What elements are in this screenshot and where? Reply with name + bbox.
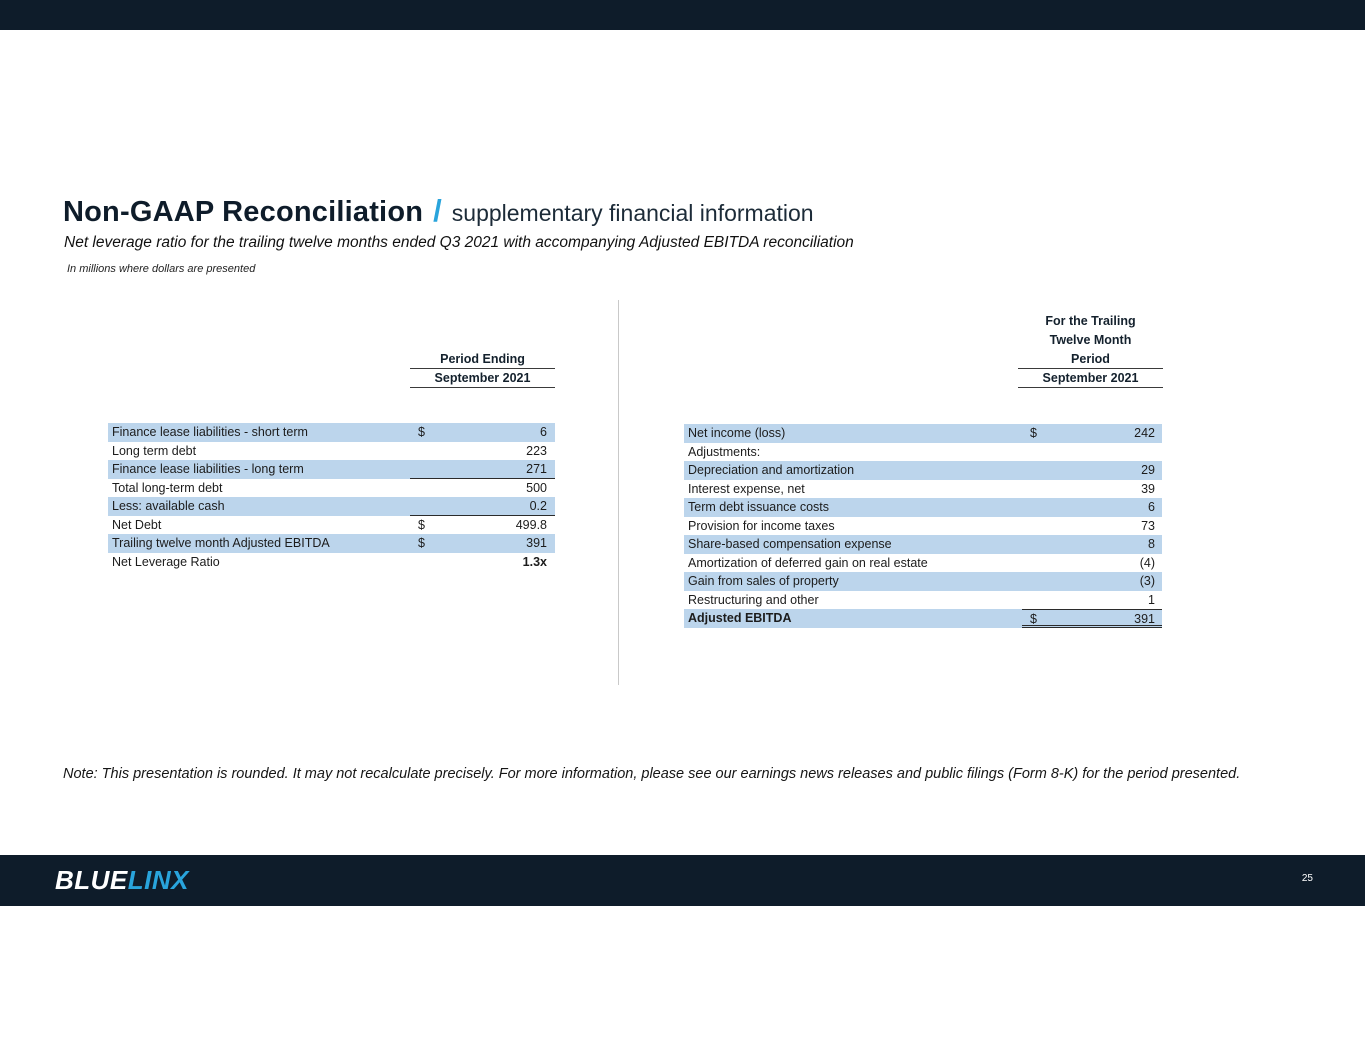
table-row [684,461,1162,480]
table-header-line: Period [1018,350,1163,369]
units-note: In millions where dollars are presented [67,263,256,275]
currency-symbol [1022,572,1030,591]
table-row [108,423,555,442]
row-value: 242 [1134,426,1155,440]
currency-symbol [1022,461,1030,480]
currency-symbol [1022,535,1030,554]
logo-text-linx: LINX [127,865,190,895]
row-amount [410,423,555,442]
table-row [108,479,555,498]
row-value: 29 [1141,463,1155,477]
currency-symbol [410,497,418,515]
currency-symbol: $ [418,517,425,532]
table-row [684,443,1162,462]
row-value: 271 [526,462,547,476]
right-table-header [1018,312,1163,388]
slide-description: Net leverage ratio for the trailing twelve months ended Q3 2021 with accompanying Adjusted EBITDA reconciliation [64,234,854,251]
row-label: Provision for income taxes [688,518,835,533]
row-value: 6 [1148,500,1155,514]
table-header-line: Twelve Month [1049,333,1132,347]
currency-symbol: $ [418,425,425,439]
currency-symbol [410,479,418,498]
table-row [684,480,1162,499]
currency-symbol [1022,498,1030,517]
bluelinx-logo [55,865,189,896]
table-header-line: For the Trailing [1045,314,1136,328]
row-value: 391 [526,536,547,550]
row-label: Total long-term debt [112,480,223,495]
row-amount [410,460,555,479]
table-row [684,572,1162,591]
row-value: 0.2 [529,499,547,513]
table-row [108,553,555,572]
row-label: Adjusted EBITDA [688,611,792,625]
row-label: Term debt issuance costs [688,500,830,514]
currency-symbol [1022,517,1030,536]
row-label: Trailing twelve month Adjusted EBITDA [112,536,330,550]
page-subtitle: supplementary financial information [451,200,814,226]
row-label: Restructuring and other [688,592,819,607]
title-row [63,193,814,229]
left-table-header [410,350,555,388]
vertical-divider [618,300,619,685]
row-label: Interest expense, net [688,481,805,496]
row-value: 39 [1141,481,1155,496]
footer-bar [0,855,1365,906]
row-label: Amortization of deferred gain on real estate [688,555,928,570]
row-label: Net Debt [112,517,162,532]
table-row [108,497,555,516]
row-value: (3) [1139,574,1155,588]
currency-symbol [1022,591,1030,610]
row-amount [410,516,555,535]
row-value: 391 [1134,612,1155,626]
page-title: Non-GAAP Reconciliation [63,196,424,228]
table-header-period: September 2021 [1018,369,1163,388]
table-row [684,424,1162,443]
table-row [684,554,1162,573]
row-amount [410,534,555,553]
table-row [684,498,1162,517]
row-amount [1022,554,1162,573]
currency-symbol [1022,443,1030,462]
row-amount [1022,591,1162,610]
top-accent-bar [0,0,1365,30]
table-row [684,591,1162,610]
row-value: 223 [526,443,547,458]
currency-symbol [410,442,418,461]
row-amount [1022,443,1162,462]
table-row [684,517,1162,536]
row-label: Depreciation and amortization [688,463,855,477]
logo-text-blue: BLUE [55,865,128,895]
currency-symbol [410,553,418,572]
row-value: 73 [1141,518,1155,533]
right-table-header-lines [1018,312,1163,369]
table-row [684,535,1162,554]
row-label: Adjustments: [688,444,761,459]
row-label: Finance lease liabilities - long term [112,462,304,476]
row-label: Share-based compensation expense [688,537,892,551]
row-value: (4) [1139,555,1155,570]
row-value: 499.8 [515,517,547,532]
table-row [108,460,555,479]
row-amount [410,553,555,572]
row-amount [1022,498,1162,517]
currency-symbol: $ [418,536,425,550]
row-value: 1 [1148,592,1155,607]
row-amount [1022,609,1162,628]
currency-symbol [1022,480,1030,499]
currency-symbol [1022,554,1030,573]
ebitda-table [684,424,1162,628]
table-header-line: Period Ending [410,350,555,369]
currency-symbol: $ [1030,426,1037,440]
row-label: Net income (loss) [688,426,786,440]
table-row [684,609,1162,628]
leverage-table [108,423,555,571]
table-row [108,442,555,461]
row-amount [410,479,555,498]
table-row [108,534,555,553]
row-amount [410,497,555,516]
row-amount [1022,572,1162,591]
footnote: Note: This presentation is rounded. It may not recalculate precisely. For more information, please see our earnings news releases and public filings (Form 8-K) for the period presented. [63,766,1241,782]
row-amount [1022,517,1162,536]
row-label: Finance lease liabilities - short term [112,425,308,439]
row-value: 500 [526,480,547,495]
row-amount [1022,480,1162,499]
row-label: Long term debt [112,443,197,458]
currency-symbol [410,460,418,478]
table-row [108,516,555,535]
left-table-header-lines [410,350,555,369]
page-number: 25 [1301,873,1313,884]
row-label: Less: available cash [112,499,225,513]
row-value: 6 [540,425,547,439]
currency-symbol: $ [1030,612,1037,626]
table-header-period: September 2021 [410,369,555,388]
row-amount [1022,461,1162,480]
row-amount [410,442,555,461]
title-separator: / [433,193,442,228]
row-amount [1022,424,1162,443]
row-label: Net Leverage Ratio [112,554,220,569]
row-label: Gain from sales of property [688,574,839,588]
row-value: 8 [1148,537,1155,551]
row-amount [1022,535,1162,554]
row-value: 1.3x [522,554,547,569]
